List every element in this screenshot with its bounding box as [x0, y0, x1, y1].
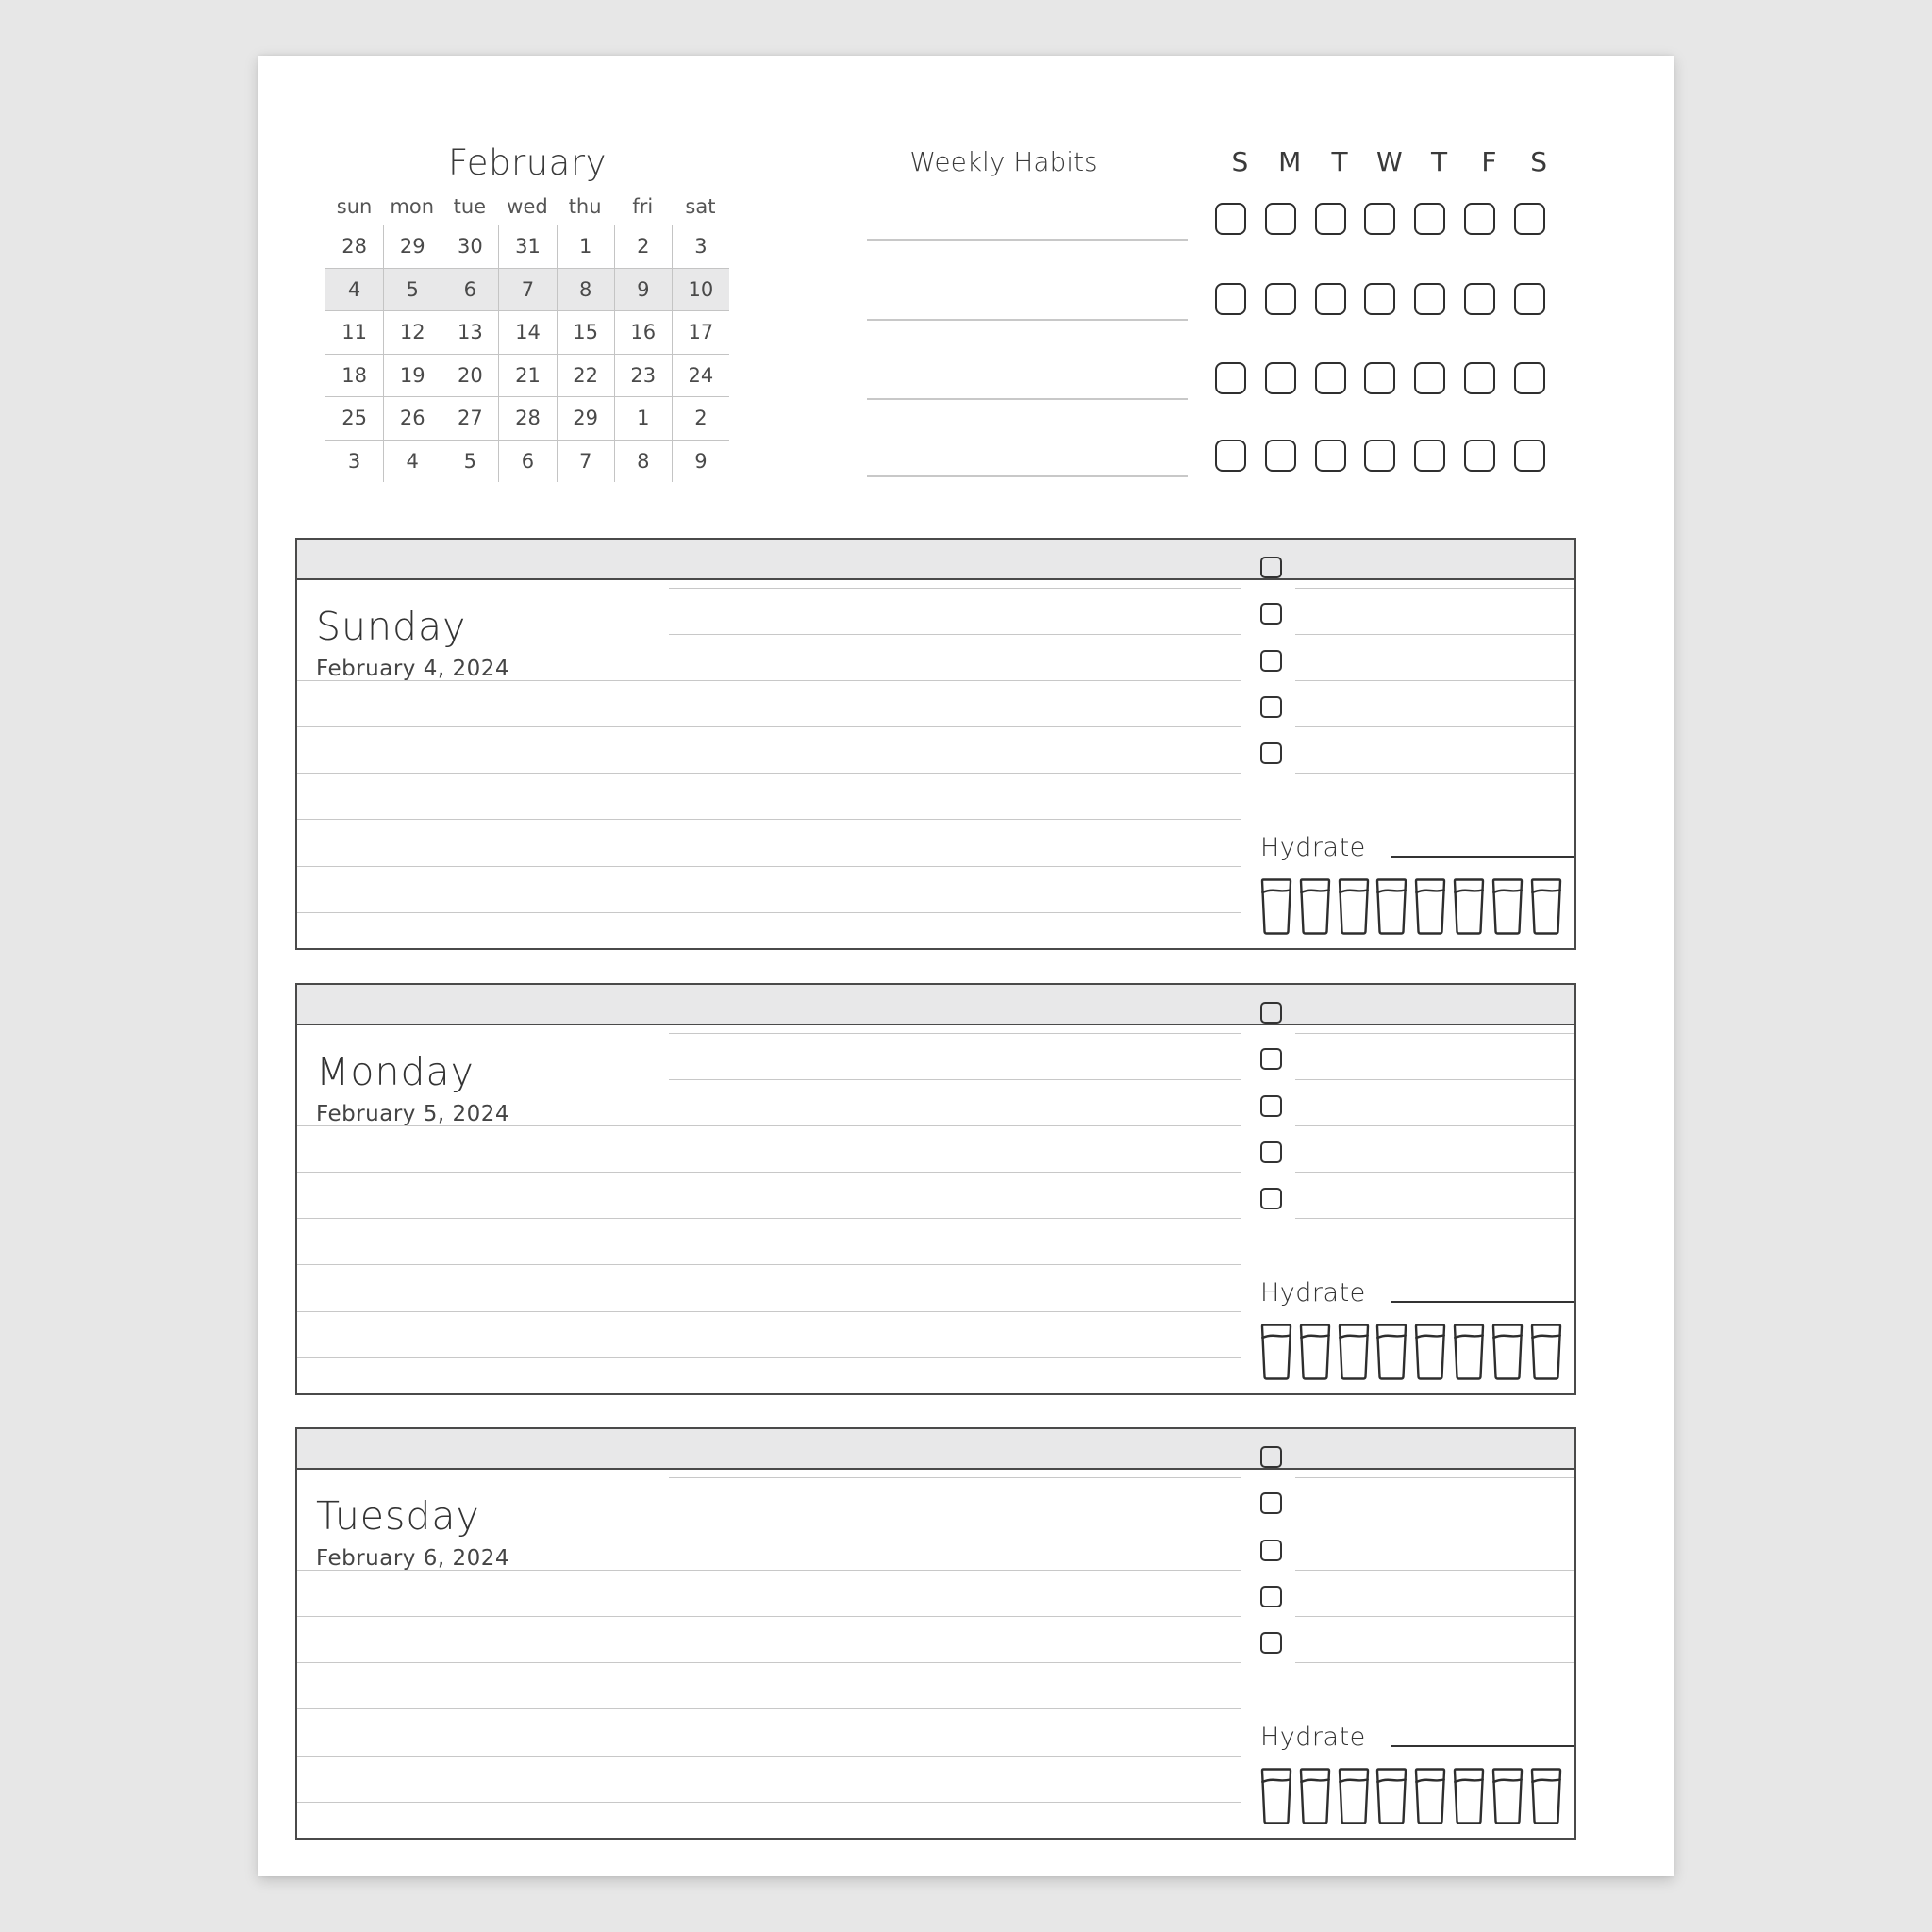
- notes-line[interactable]: [297, 726, 1241, 727]
- todo-line[interactable]: [1295, 1172, 1574, 1173]
- habit-checkbox[interactable]: [1414, 203, 1445, 235]
- habit-checkbox[interactable]: [1464, 203, 1495, 235]
- habit-checkbox-group: [1215, 283, 1564, 315]
- calendar-day-cell[interactable]: 10: [672, 269, 729, 311]
- habit-checkbox[interactable]: [1215, 362, 1246, 394]
- todo-checkbox[interactable]: [1260, 1492, 1282, 1514]
- water-glass-icon[interactable]: [1375, 878, 1407, 935]
- water-glass-icon[interactable]: [1491, 1324, 1524, 1380]
- calendar-day-cell[interactable]: 5: [383, 269, 441, 311]
- weekday-label: thu: [568, 195, 602, 218]
- habit-checkbox[interactable]: [1364, 440, 1395, 472]
- notes-line[interactable]: [669, 1033, 1241, 1034]
- calendar-day-cell[interactable]: 12: [383, 311, 441, 354]
- habit-checkbox[interactable]: [1514, 283, 1545, 315]
- planner-page: [258, 56, 1674, 1876]
- calendar-day-cell[interactable]: 1: [614, 397, 672, 440]
- todo-line[interactable]: [1295, 680, 1574, 681]
- habit-checkbox[interactable]: [1265, 203, 1296, 235]
- weekday-label: wed: [507, 195, 548, 218]
- water-glass-icon[interactable]: [1299, 878, 1331, 935]
- habit-checkbox[interactable]: [1464, 283, 1495, 315]
- calendar-day-cell[interactable]: 2: [614, 225, 672, 268]
- calendar-day-cell[interactable]: 14: [498, 311, 556, 354]
- water-glass-icon[interactable]: [1338, 1324, 1370, 1380]
- todo-line[interactable]: [1295, 634, 1574, 635]
- weekday-label: mon: [390, 195, 435, 218]
- weekday-label: tue: [453, 195, 487, 218]
- calendar-day-cell[interactable]: 6: [441, 269, 498, 311]
- habit-day-letters: [1215, 146, 1564, 177]
- calendar-day-cell[interactable]: 11: [341, 321, 367, 344]
- notes-line[interactable]: [297, 1357, 1241, 1358]
- habit-checkbox[interactable]: [1514, 440, 1545, 472]
- calendar-day-cell[interactable]: 20: [441, 355, 498, 397]
- mini-calendar-grid: [325, 225, 729, 482]
- todo-checkbox[interactable]: [1260, 557, 1282, 578]
- weekday-label: sun: [336, 195, 373, 218]
- water-glass-icon[interactable]: [1530, 1768, 1562, 1824]
- notes-line[interactable]: [297, 1264, 1241, 1265]
- habit-checkbox[interactable]: [1265, 283, 1296, 315]
- notes-line[interactable]: [669, 1477, 1241, 1478]
- todo-checkbox[interactable]: [1260, 603, 1282, 625]
- calendar-week-row: [325, 397, 729, 441]
- water-glass-icon[interactable]: [1414, 1324, 1446, 1380]
- day-date: February 6, 2024: [316, 1546, 510, 1571]
- habit-checkbox[interactable]: [1514, 362, 1545, 394]
- habit-day-letter: W: [1375, 146, 1403, 177]
- water-glass-icon[interactable]: [1491, 878, 1524, 935]
- todo-line[interactable]: [1295, 726, 1574, 727]
- hydrate-line: [1391, 1745, 1574, 1747]
- calendar-day-cell[interactable]: 9: [614, 269, 672, 311]
- calendar-day-cell[interactable]: 3: [672, 225, 729, 268]
- habit-day-letter: T: [1331, 146, 1348, 177]
- todo-checkbox[interactable]: [1260, 742, 1282, 764]
- day-name: Sunday: [316, 604, 467, 649]
- habit-day-letter: M: [1278, 146, 1302, 177]
- todo-checkbox[interactable]: [1260, 1586, 1282, 1607]
- day-panel-tuesday: [295, 1427, 1576, 1840]
- calendar-week-row: [325, 225, 729, 269]
- calendar-day-cell[interactable]: 23: [614, 355, 672, 397]
- calendar-day-cell[interactable]: 22: [557, 355, 614, 397]
- water-glass-icon[interactable]: [1260, 878, 1292, 935]
- habit-checkbox[interactable]: [1514, 203, 1545, 235]
- todo-line[interactable]: [1295, 773, 1574, 774]
- calendar-day-cell[interactable]: 2: [672, 397, 729, 440]
- notes-line[interactable]: [297, 1662, 1241, 1663]
- notes-line[interactable]: [297, 1125, 1241, 1126]
- weekly-habits-title: Weekly Habits: [909, 146, 1098, 177]
- water-glass-tracker: [1260, 1768, 1568, 1824]
- habit-name-input-line[interactable]: [867, 475, 1188, 477]
- todo-checkbox[interactable]: [1260, 1188, 1282, 1209]
- habit-checkbox[interactable]: [1315, 440, 1346, 472]
- habit-checkbox-group: [1215, 440, 1564, 472]
- todo-line[interactable]: [1295, 1662, 1574, 1663]
- water-glass-icon[interactable]: [1414, 878, 1446, 935]
- todo-checkbox[interactable]: [1260, 1446, 1282, 1468]
- weekday-label: sat: [685, 195, 716, 218]
- calendar-day-cell[interactable]: 27: [441, 397, 498, 440]
- habit-row: [867, 203, 1527, 241]
- water-glass-icon[interactable]: [1530, 1324, 1562, 1380]
- calendar-day-cell[interactable]: 21: [498, 355, 556, 397]
- todo-checkbox[interactable]: [1260, 1632, 1282, 1654]
- notes-line[interactable]: [669, 634, 1241, 635]
- day-date: February 4, 2024: [316, 657, 510, 681]
- calendar-day-cell[interactable]: 31: [498, 225, 556, 268]
- todo-line[interactable]: [1295, 588, 1574, 589]
- calendar-day-cell[interactable]: 8: [614, 441, 672, 483]
- water-glass-icon[interactable]: [1414, 1768, 1446, 1824]
- habit-checkbox[interactable]: [1364, 362, 1395, 394]
- water-glass-icon[interactable]: [1375, 1324, 1407, 1380]
- calendar-week-row: [325, 441, 729, 483]
- notes-line[interactable]: [297, 773, 1241, 774]
- notes-line[interactable]: [297, 1708, 1241, 1709]
- habit-checkbox[interactable]: [1315, 203, 1346, 235]
- habit-name-input-line[interactable]: [867, 239, 1188, 241]
- day-panel-monday: [295, 983, 1576, 1395]
- weekday-label: fri: [632, 195, 654, 218]
- notes-line[interactable]: [297, 1218, 1241, 1219]
- hydrate-label: Hydrate: [1260, 1278, 1366, 1307]
- notes-line[interactable]: [297, 1570, 1241, 1571]
- habit-checkbox[interactable]: [1364, 203, 1395, 235]
- todo-line[interactable]: [1295, 1125, 1574, 1126]
- day-name: Tuesday: [316, 1493, 480, 1539]
- day-header-bar: [297, 540, 1574, 580]
- calendar-day-cell[interactable]: 3: [347, 449, 361, 473]
- calendar-day-cell[interactable]: 19: [383, 355, 441, 397]
- habit-checkbox[interactable]: [1464, 440, 1495, 472]
- habit-day-letter: S: [1231, 146, 1249, 177]
- todo-checkbox[interactable]: [1260, 1048, 1282, 1070]
- habit-checkbox[interactable]: [1215, 440, 1246, 472]
- habit-row: [867, 440, 1527, 477]
- todo-checkbox[interactable]: [1260, 696, 1282, 718]
- calendar-day-cell[interactable]: 4: [383, 441, 441, 483]
- todo-checkbox[interactable]: [1260, 1002, 1282, 1024]
- day-date: February 5, 2024: [316, 1102, 510, 1126]
- todo-line[interactable]: [1295, 1570, 1574, 1571]
- water-glass-icon[interactable]: [1338, 1768, 1370, 1824]
- calendar-day-cell[interactable]: 6: [498, 441, 556, 483]
- todo-checkbox[interactable]: [1260, 1141, 1282, 1163]
- todo-line[interactable]: [1295, 1033, 1574, 1034]
- water-glass-icon[interactable]: [1375, 1768, 1407, 1824]
- habit-checkbox-group: [1215, 362, 1564, 394]
- calendar-weekday-header: [325, 195, 729, 218]
- habit-checkbox[interactable]: [1414, 283, 1445, 315]
- calendar-week-row: [325, 355, 729, 398]
- notes-line[interactable]: [297, 1616, 1241, 1617]
- habit-checkbox[interactable]: [1364, 283, 1395, 315]
- notes-line[interactable]: [669, 588, 1241, 589]
- water-glass-icon[interactable]: [1260, 1768, 1292, 1824]
- todo-line[interactable]: [1295, 1218, 1574, 1219]
- calendar-week-row: [325, 311, 729, 355]
- calendar-day-cell[interactable]: 26: [383, 397, 441, 440]
- water-glass-icon[interactable]: [1530, 878, 1562, 935]
- calendar-day-cell[interactable]: 29: [557, 397, 614, 440]
- water-glass-tracker: [1260, 878, 1568, 935]
- habit-checkbox[interactable]: [1315, 283, 1346, 315]
- todo-line[interactable]: [1295, 1616, 1574, 1617]
- todo-checkbox[interactable]: [1260, 1095, 1282, 1117]
- notes-line[interactable]: [297, 1802, 1241, 1803]
- habit-checkbox[interactable]: [1315, 362, 1346, 394]
- todo-line[interactable]: [1295, 1079, 1574, 1080]
- calendar-day-cell[interactable]: 9: [672, 441, 729, 483]
- calendar-day-cell[interactable]: 17: [672, 311, 729, 354]
- water-glass-icon[interactable]: [1491, 1768, 1524, 1824]
- habit-checkbox[interactable]: [1464, 362, 1495, 394]
- water-glass-icon[interactable]: [1453, 1324, 1485, 1380]
- water-glass-tracker: [1260, 1324, 1568, 1380]
- notes-line[interactable]: [297, 680, 1241, 681]
- water-glass-icon[interactable]: [1299, 1324, 1331, 1380]
- habit-checkbox[interactable]: [1414, 362, 1445, 394]
- hydrate-line: [1391, 856, 1574, 858]
- notes-line[interactable]: [297, 912, 1241, 913]
- notes-line[interactable]: [297, 819, 1241, 820]
- habit-name-input-line[interactable]: [867, 319, 1188, 321]
- calendar-day-cell[interactable]: 15: [557, 311, 614, 354]
- day-header-bar: [297, 1429, 1574, 1470]
- calendar-day-cell[interactable]: 29: [383, 225, 441, 268]
- calendar-day-cell[interactable]: 18: [341, 363, 367, 387]
- water-glass-icon[interactable]: [1453, 878, 1485, 935]
- hydrate-label: Hydrate: [1260, 1723, 1366, 1752]
- calendar-week-row-current: [325, 269, 729, 312]
- day-panel-sunday: [295, 538, 1576, 950]
- calendar-day-cell[interactable]: 28: [341, 235, 367, 258]
- notes-line[interactable]: [297, 1311, 1241, 1312]
- habit-row: [867, 283, 1527, 321]
- day-header-bar: [297, 985, 1574, 1025]
- calendar-day-cell[interactable]: 8: [557, 269, 614, 311]
- hydrate-line: [1391, 1301, 1574, 1303]
- notes-line[interactable]: [297, 1756, 1241, 1757]
- habit-checkbox[interactable]: [1414, 440, 1445, 472]
- habit-checkbox-group: [1215, 203, 1564, 235]
- calendar-day-cell[interactable]: 24: [672, 355, 729, 397]
- calendar-day-cell[interactable]: 4: [347, 277, 361, 301]
- habit-day-letter: F: [1481, 146, 1497, 177]
- day-name: Monday: [316, 1049, 475, 1094]
- calendar-day-cell[interactable]: 30: [441, 225, 498, 268]
- calendar-day-cell[interactable]: 28: [498, 397, 556, 440]
- habit-checkbox[interactable]: [1215, 283, 1246, 315]
- hydrate-label: Hydrate: [1260, 833, 1366, 862]
- calendar-day-cell[interactable]: 25: [341, 407, 367, 430]
- calendar-day-cell[interactable]: 5: [441, 441, 498, 483]
- habit-checkbox[interactable]: [1215, 203, 1246, 235]
- calendar-day-cell[interactable]: 16: [614, 311, 672, 354]
- water-glass-icon[interactable]: [1338, 878, 1370, 935]
- habit-day-letter: S: [1530, 146, 1548, 177]
- habit-day-letter: T: [1431, 146, 1448, 177]
- todo-checkbox[interactable]: [1260, 1540, 1282, 1561]
- calendar-day-cell[interactable]: 13: [441, 311, 498, 354]
- calendar-day-cell[interactable]: 1: [557, 225, 614, 268]
- notes-line[interactable]: [669, 1079, 1241, 1080]
- water-glass-icon[interactable]: [1453, 1768, 1485, 1824]
- water-glass-icon[interactable]: [1260, 1324, 1292, 1380]
- todo-line[interactable]: [1295, 1477, 1574, 1478]
- calendar-month-title: February: [448, 142, 607, 183]
- habit-checkbox[interactable]: [1265, 440, 1296, 472]
- water-glass-icon[interactable]: [1299, 1768, 1331, 1824]
- calendar-day-cell[interactable]: 7: [498, 269, 556, 311]
- habit-checkbox[interactable]: [1265, 362, 1296, 394]
- calendar-day-cell[interactable]: 7: [557, 441, 614, 483]
- todo-checkbox[interactable]: [1260, 650, 1282, 672]
- notes-line[interactable]: [297, 866, 1241, 867]
- notes-line[interactable]: [297, 1172, 1241, 1173]
- habit-name-input-line[interactable]: [867, 398, 1188, 400]
- habit-row: [867, 362, 1527, 400]
